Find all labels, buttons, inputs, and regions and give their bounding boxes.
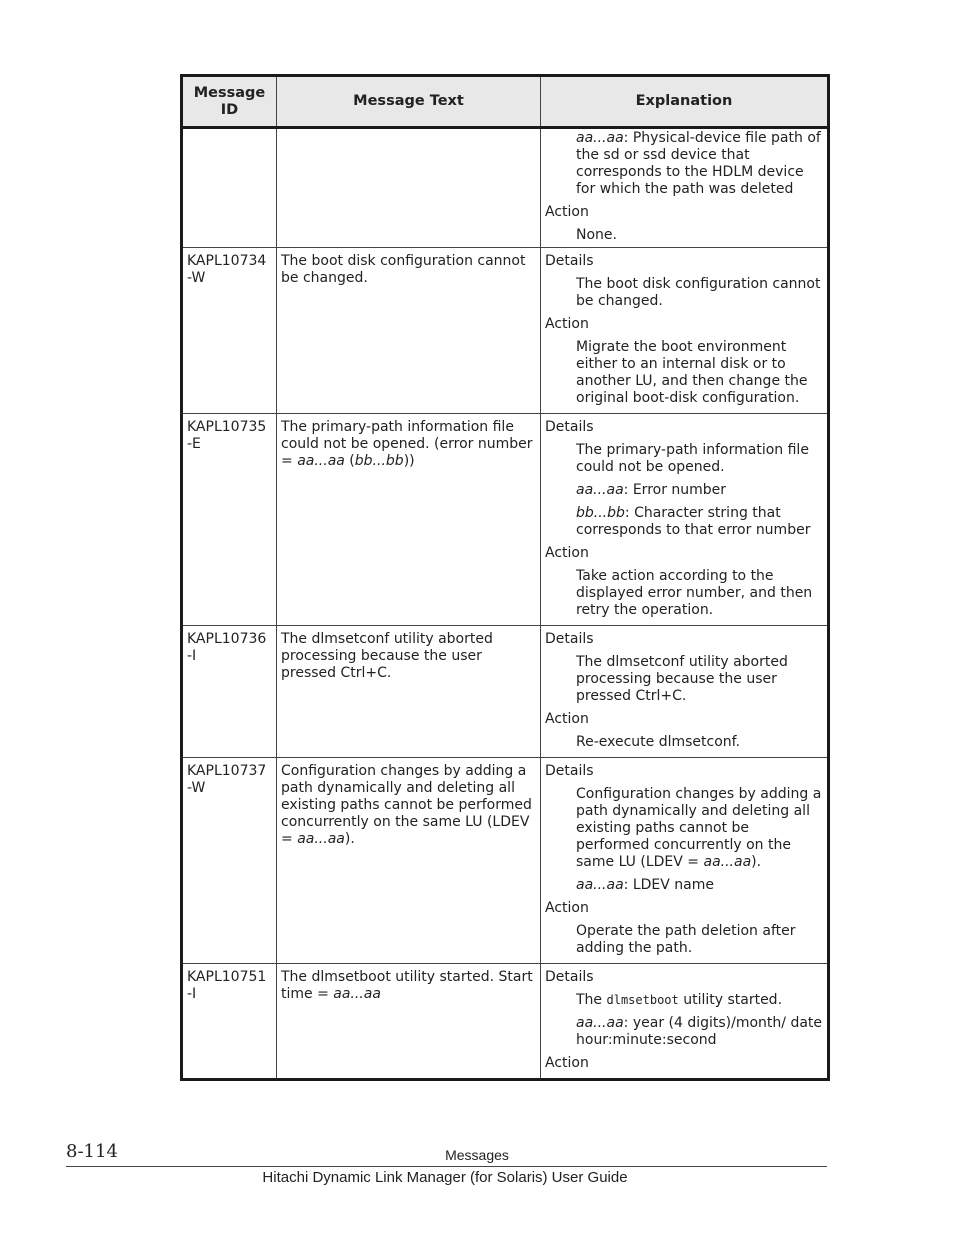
table-row [182,626,829,758]
action-label: Action [545,545,589,561]
message-id: KAPL10751 [187,969,267,985]
action-label: Action [545,204,589,220]
explanation-cell [541,626,829,758]
message-id-cell [182,414,277,626]
message-id: KAPL10736 [187,631,267,647]
message-id-suffix: -W [187,270,206,286]
message-id-cell [182,128,277,248]
message-id-suffix: -E [187,436,201,452]
message-id-cell [182,964,277,1080]
action-text: Operate the path deletion after adding the path. [576,923,796,956]
details-label: Details [545,419,594,435]
action-text: Take action according to the displayed error number, and then retry the operation. [576,568,813,618]
header-explanation: Explanation [541,76,829,128]
action-text: None. [576,227,617,243]
table-row [182,758,829,964]
message-text-cell: The boot disk configuration cannot be changed. [277,248,541,414]
continued-detail: aa...aa: Physical-device file path of the sd or ssd device that corresponds to the HDLM device for which the path was deleted [576,130,821,197]
details-text: The boot disk configuration cannot be changed. [576,276,821,309]
message-text-cell: The dlmsetboot utility started. Start time = aa...aa [277,964,541,1080]
details-text: Configuration changes by adding a path dynamically and deleting all existing paths cannot be performed concurrently on the same LU (LDEV = aa...aa). [576,786,822,870]
message-text-cell: Configuration changes by adding a path dynamically and deleting all existing paths cannot be performed concurrently on the same LU (LDEV = aa...aa). [277,758,541,964]
explanation-cell [541,758,829,964]
utility-name-code: dlmsetboot [606,993,679,1007]
variable-description: aa...aa: LDEV name [576,877,714,893]
details-text: The primary-path information file could not be opened. [576,442,809,475]
message-text-cell: The primary-path information file could not be opened. (error number = aa...aa (bb...bb)) [277,414,541,626]
action-label: Action [545,711,589,727]
action-label: Action [545,1055,589,1071]
message-id: KAPL10734 [187,253,267,269]
action-label: Action [545,316,589,332]
details-text: The dlmsetconf utility aborted processing because the user pressed Ctrl+C. [576,654,788,704]
table-row [182,414,829,626]
message-id: KAPL10735 [187,419,267,435]
table-row [182,248,829,414]
explanation-cell [541,128,829,248]
variable-description: aa...aa: Error number [576,482,727,498]
variable-description: bb...bb: Character string that corresponds to that error number [576,505,811,538]
message-text-cell [277,128,541,248]
explanation-cell [541,964,829,1080]
page-number: 8-114 [66,1141,118,1162]
message-id-cell [182,758,277,964]
message-id-suffix: -I [187,648,197,664]
variable-description: aa...aa: year (4 digits)/month/ date hour:minute:second [576,1015,823,1048]
message-id: KAPL10737 [187,763,267,779]
message-text-cell: The dlmsetconf utility aborted processing because the user pressed Ctrl+C. [277,626,541,758]
explanation-cell [541,414,829,626]
table-row [182,964,829,1080]
footer-section-title: Messages [445,1147,509,1163]
header-message-text: Message Text [277,76,541,128]
details-label: Details [545,253,594,269]
explanation-cell [541,248,829,414]
action-text: Migrate the boot environment either to an internal disk or to another LU, and then change the original boot-disk configuration. [576,339,808,406]
header-message-id: Message ID [182,76,277,128]
message-id-cell [182,248,277,414]
action-text: Re-execute dlmsetconf. [576,734,741,750]
footer-divider [66,1166,827,1167]
table-header-row [182,76,829,128]
message-table [180,74,830,1081]
details-label: Details [545,763,594,779]
details-text: The dlmsetboot utility started. [576,992,783,1008]
action-label: Action [545,900,589,916]
message-id-suffix: -W [187,780,206,796]
details-label: Details [545,969,594,985]
message-id-cell [182,626,277,758]
footer-book-title: Hitachi Dynamic Link Manager (for Solaris) User Guide [262,1169,628,1186]
table-row [182,128,829,248]
details-label: Details [545,631,594,647]
message-id-suffix: -I [187,986,197,1002]
